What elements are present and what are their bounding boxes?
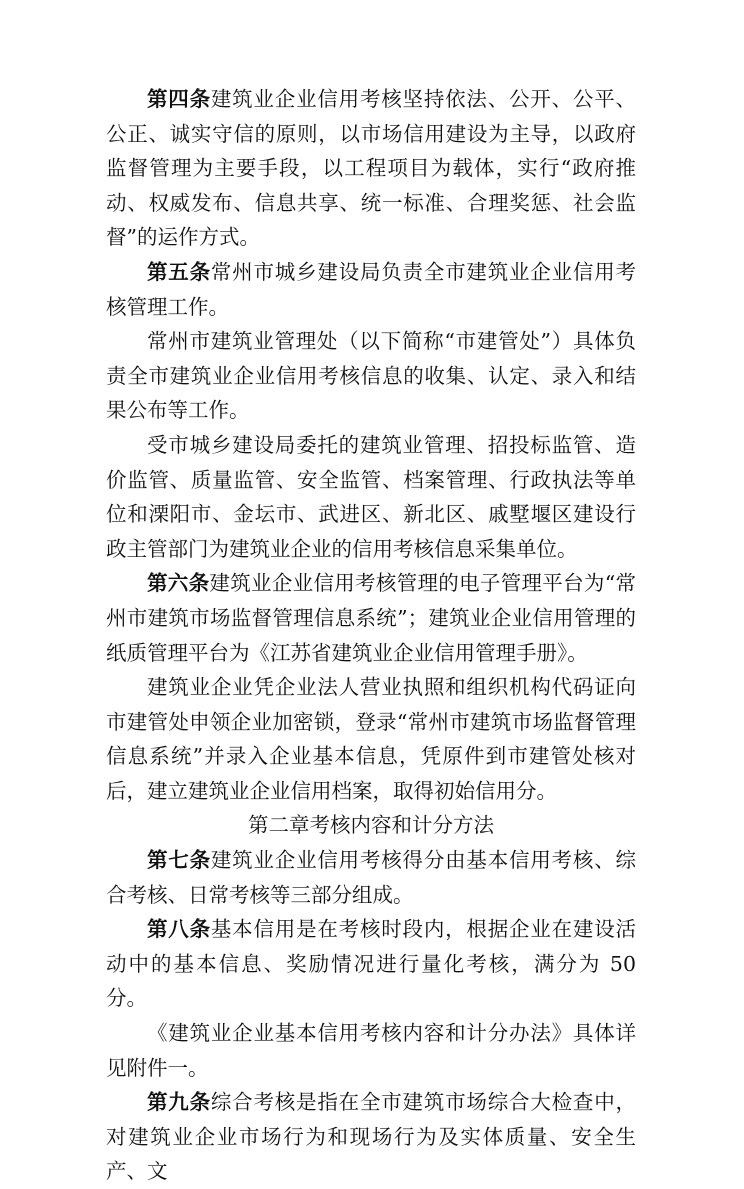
document-body: [106, 82, 636, 1189]
paragraph-text: 受市城乡建设局委托的建筑业管理、招投标监管、造价监管、质量监管、安全监管、档案管理、行政执法等单位和溧阳市、金坛市、武进区、新北区、戚墅堰区建设行政主管部门为建筑业企业的信用考核信息采集单位。: [106, 432, 636, 561]
paragraph-text: 基本信用是在考核时段内，根据企业在建设活动中的基本信息、奖励情况进行量化考核，满分为 50 分。: [106, 917, 637, 1011]
article-label: 第七条: [147, 848, 211, 873]
paragraph-text: 建筑业企业信用考核坚持依法、公开、公平、公正、诚实守信的原则，以市场信用建设为主导，以政府监督管理为主要手段，以工程项目为载体，实行“政府推动、权威发布、信息共享、统一标准、合理奖惩、社会监督”的运作方式。: [106, 87, 637, 250]
article-label: 第八条: [147, 917, 211, 942]
paragraph-article-6: [106, 566, 636, 670]
paragraph-article-5: [106, 255, 636, 324]
paragraph-text: 建筑业企业信用考核管理的电子管理平台为“常州市建筑市场监督管理信息系统”；建筑业企业信用管理的纸质管理平台为《江苏省建筑业企业信用管理手册》。: [106, 571, 637, 665]
paragraph-text: 综合考核是指在全市建筑市场综合大检查中，对建筑业企业市场行为和现场行为及实体质量、安全生产、文: [106, 1090, 637, 1184]
paragraph-text: 建筑业企业凭企业法人营业执照和组织机构代码证向市建管处申领企业加密锁，登录“常州市建筑市场监督管理信息系统”并录入企业基本信息，凭原件到市建管处核对后，建立建筑业企业信用档案，取得初始信用分。: [106, 675, 636, 803]
paragraph-text: 常州市城乡建设局负责全市建筑业企业信用考核管理工作。: [106, 259, 637, 319]
paragraph-article-8: [106, 912, 636, 1016]
paragraph: [106, 670, 636, 808]
paragraph-article-7: [106, 843, 636, 912]
paragraph-text: 常州市建筑业管理处（以下简称“市建管处”）具体负责全市建筑业企业信用考核信息的收集、认定、录入和结果公布等工作。: [106, 329, 636, 423]
paragraph: [106, 324, 636, 428]
paragraph-article-9: [106, 1085, 636, 1189]
paragraph-text: 建筑业企业信用考核得分由基本信用考核、综合考核、日常考核等三部分组成。: [106, 848, 637, 907]
article-label: 第六条: [147, 571, 210, 596]
article-label: 第五条: [147, 259, 211, 284]
article-label: 第九条: [147, 1090, 211, 1115]
paragraph: [106, 428, 636, 566]
paragraph-article-4: [106, 82, 636, 255]
paragraph: [106, 1016, 636, 1085]
article-label: 第四条: [147, 87, 211, 111]
paragraph-text: 《建筑业企业基本信用考核内容和计分办法》具体详见附件一。: [106, 1021, 636, 1080]
chapter-heading: 第二章考核内容和计分方法: [248, 813, 494, 838]
